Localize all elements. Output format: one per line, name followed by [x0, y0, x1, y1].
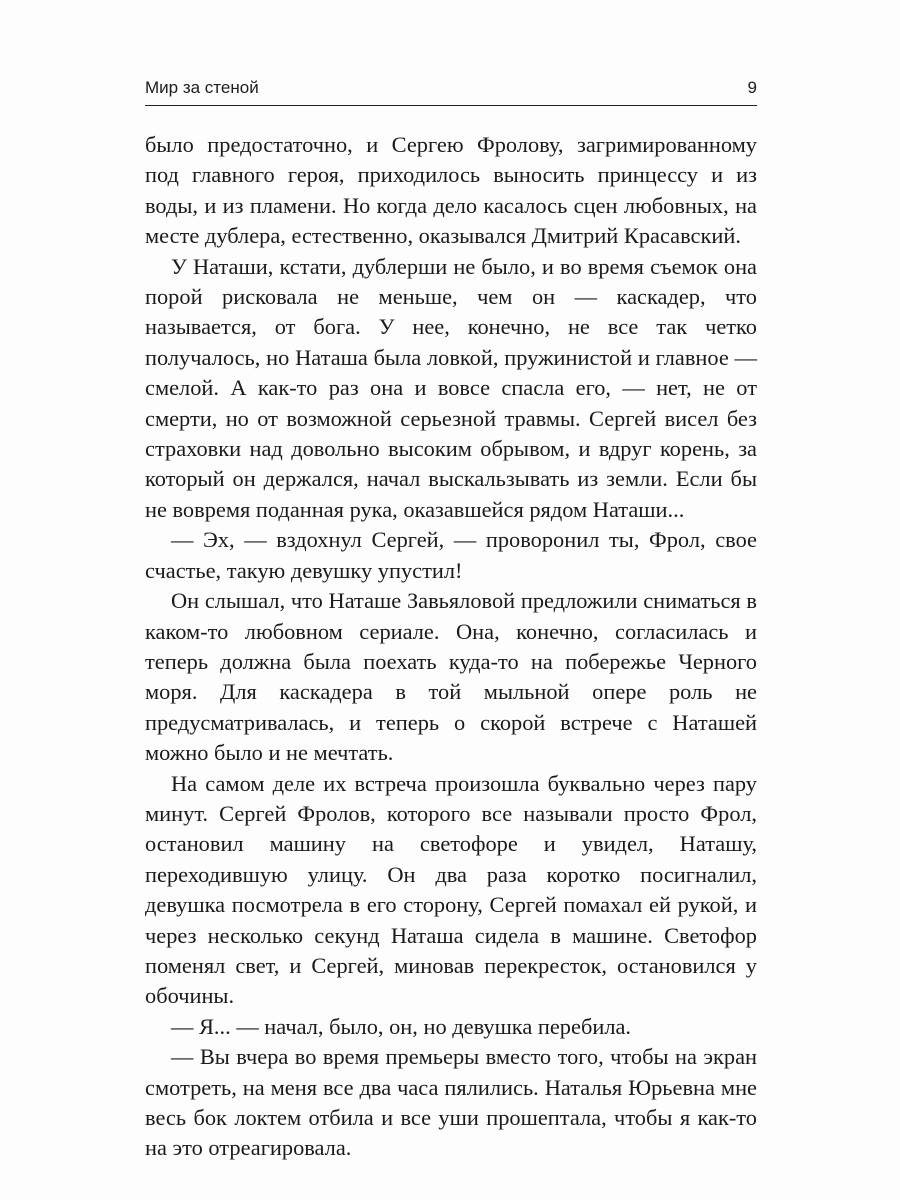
- paragraph: У Наташи, кстати, дублерши не было, и во время съемок она порой рисковала не меньше, чем он — каскадер, что называется, от бога. У нее, конечно, не все так четко получалось, но Наташа была ловкой, пружинистой и главное — смелой. А как-то раз она и вовсе спасла его, — нет, не от смерти, но от возможной серьезной травмы. Сергей висел без страховки над довольно высоким обрывом, и вдруг корень, за который он держался, начал выскальзывать из земли. Если бы не вовремя поданная рука, оказавшейся рядом Наташи...: [145, 253, 757, 522]
- running-header: [145, 76, 757, 102]
- chapter-title: Мир за стеной: [145, 78, 259, 97]
- paragraph: — Эх, — вздохнул Сергей, — проворонил ты, Фрол, свое счастье, такую девушку упустил!: [145, 527, 757, 583]
- header-rule: [145, 105, 757, 106]
- body-text: [145, 130, 757, 1164]
- paragraph: — Вы вчера во время премьеры вместо того, чтобы на экран смотреть, на меня все два часа пялились. Наталья Юрьевна мне весь бок локтем отбила и все уши прошептала, чтобы я как-то на это отреагировала.: [145, 1044, 757, 1161]
- paragraph: Он слышал, что Наташе Завьяловой предложили сниматься в каком-то любовном сериале. Она, конечно, согласилась и теперь должна была поехать куда-то на побережье Черного моря. Для каскадера в той мыльной опере роль не предусматривалась, и теперь о скорой встрече с Наташей можно было и не мечтать.: [145, 588, 757, 766]
- paragraph: — Я... — начал, было, он, но девушка перебила.: [171, 1013, 632, 1039]
- paragraph: На самом деле их встреча произошла буквально через пару минут. Сергей Фролов, которого все называли просто Фрол, остановил машину на светофоре и увидел, Наташу, переходившую улицу. Он два раза коротко посигналил, девушка посмотрела в его сторону, Сергей помахал ей рукой, и через несколько секунд Наташа сидела в машине. Светофор поменял свет, и Сергей, миновав перекресток, остановился у обочины.: [145, 770, 757, 1009]
- page-number: 9: [747, 78, 757, 97]
- paragraph: было предостаточно, и Сергею Фролову, загримированному под главного героя, приходилось выносить принцессу и из воды, и из пламени. Но когда дело касалось сцен любовных, на месте дублера, естественно, оказывался Дмитрий Красавский.: [145, 132, 757, 249]
